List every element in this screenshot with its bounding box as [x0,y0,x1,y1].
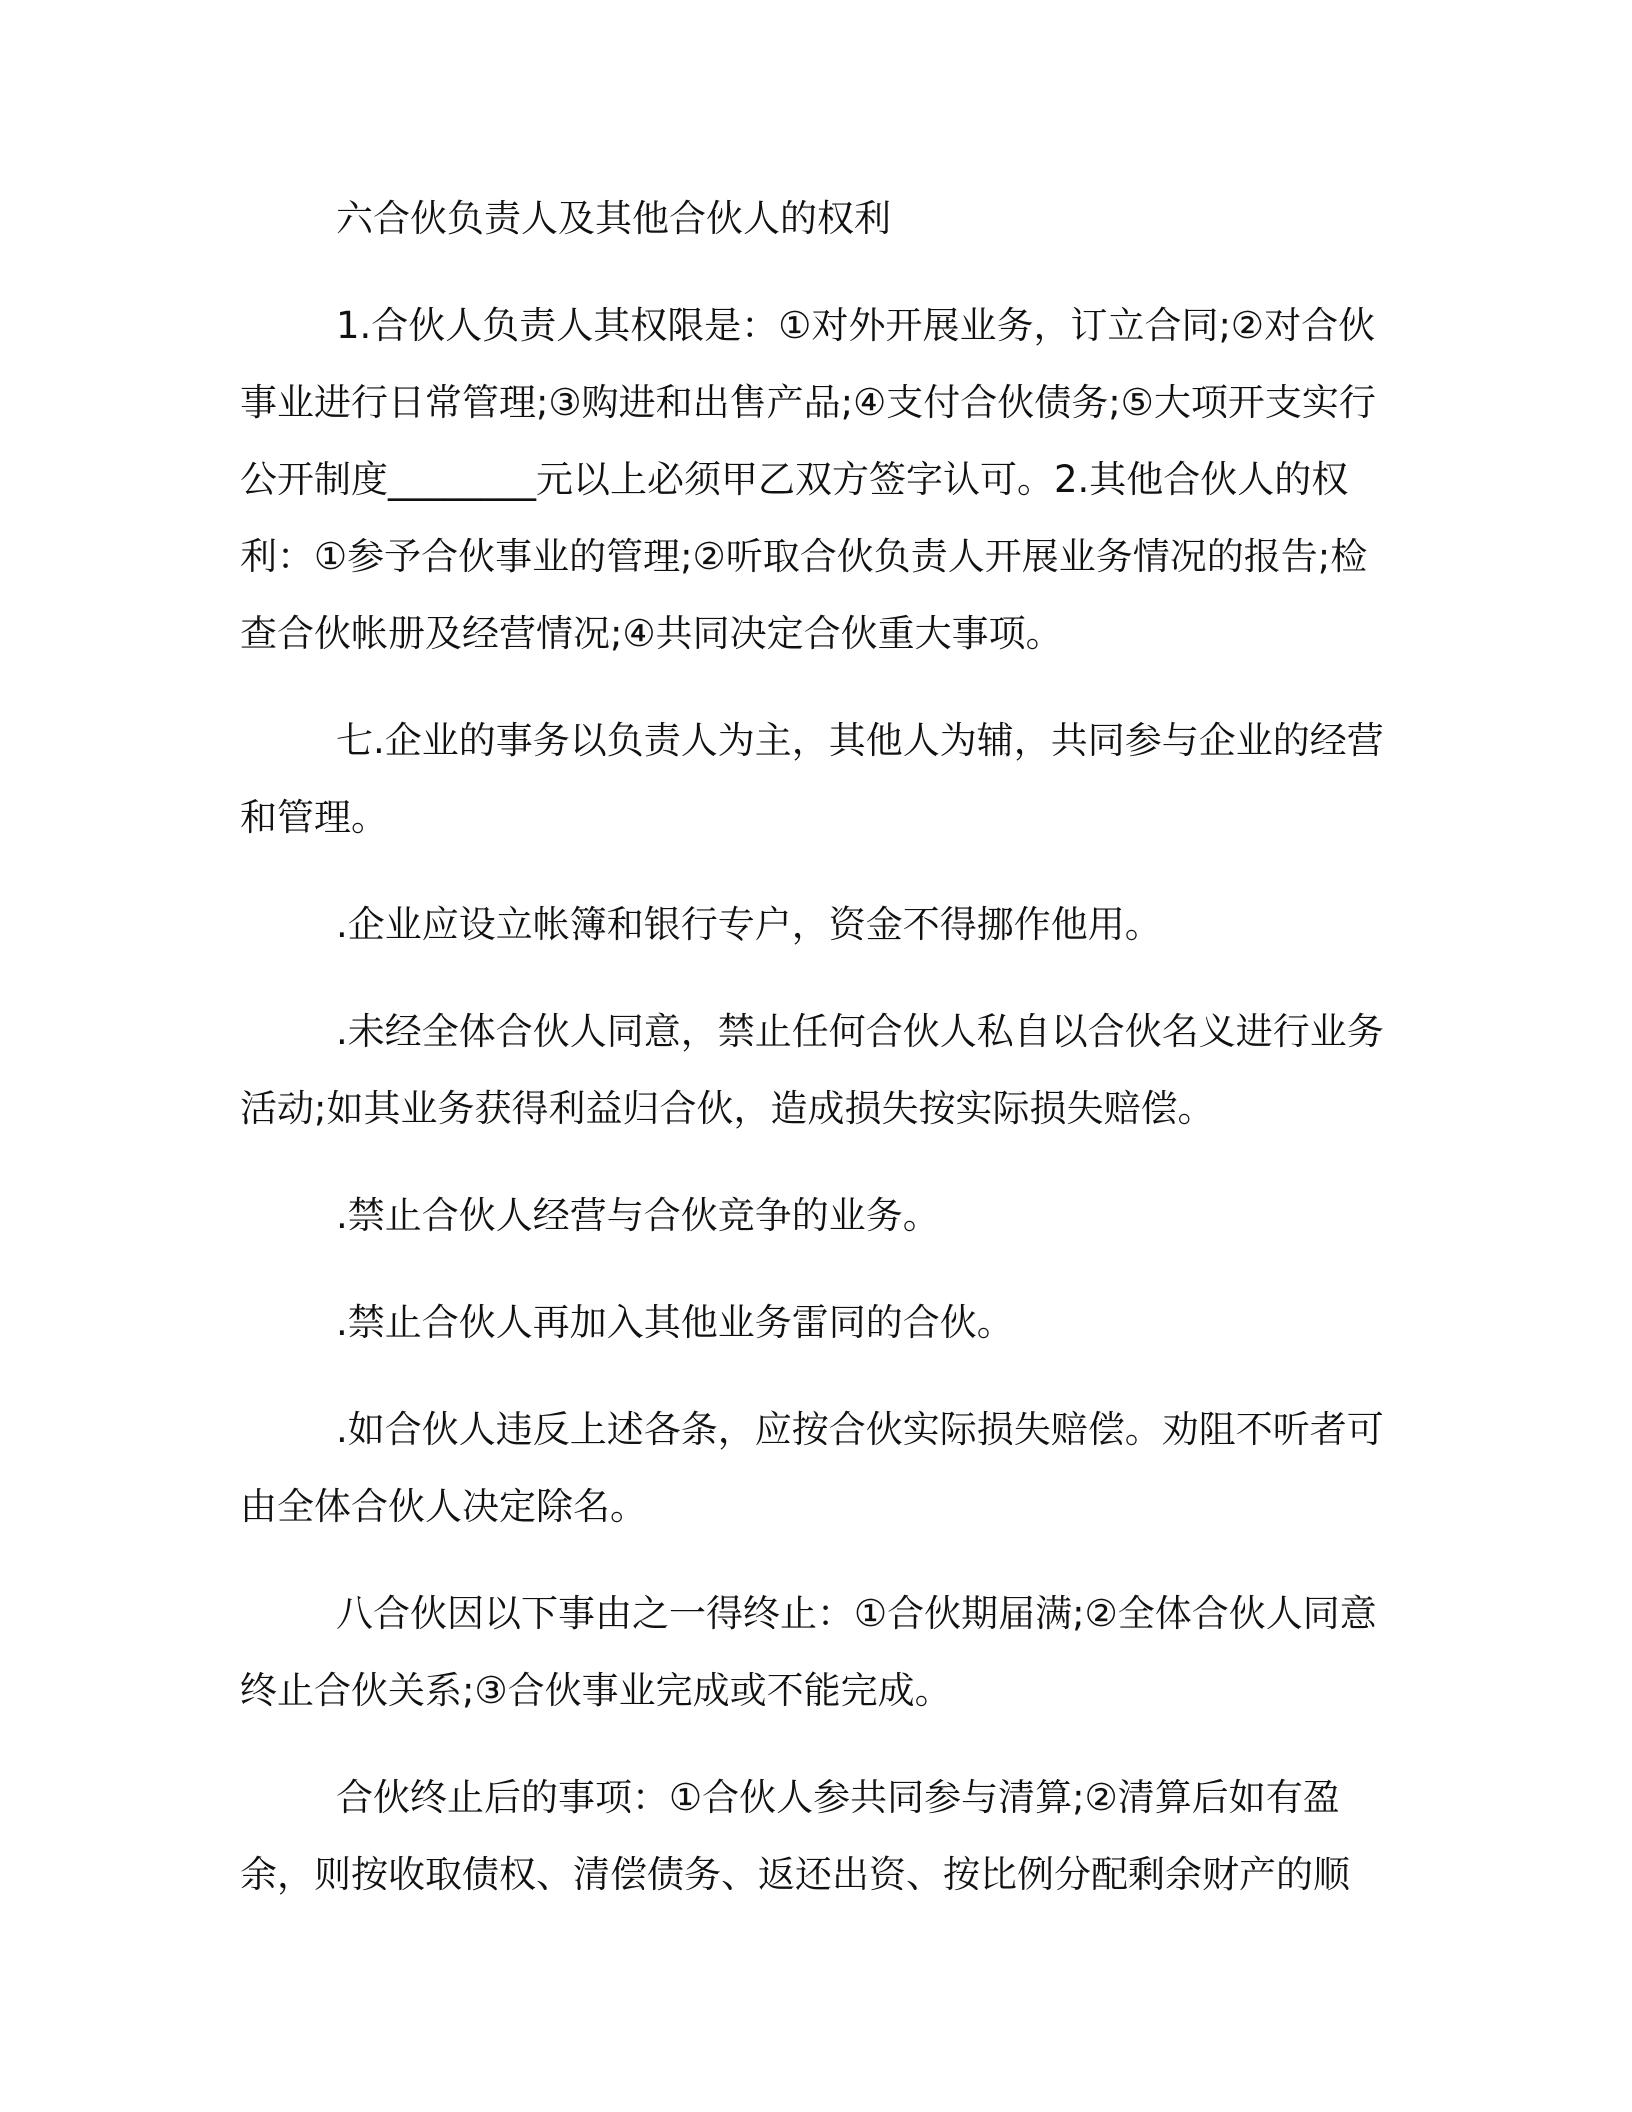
partner-rights-paragraph: 1.合伙人负责人其权限是：①对外开展业务，订立合同;②对合伙事业进行日常管理;③购进和出售产品;④支付合伙债务;⑤大项开支实行公开制度________元以上必须甲乙双方签字认可。2.其他合伙人的权利：①参予合伙事业的管理;②听取合伙负责人开展业务情况的报告;检查合伙帐册及经营情况;④共同决定合伙重大事项。 [240,304,1376,655]
unauthorized-business-paragraph: .未经全体合伙人同意，禁止任何合伙人私自以合伙名义进行业务活动;如其业务获得利益归合伙，造成损失按实际损失赔偿。 [240,1010,1384,1130]
section-eight-paragraph: 八合伙因以下事由之一得终止：①合伙期届满;②全体合伙人同意终止合伙关系;③合伙事业完成或不能完成。 [240,1592,1377,1712]
accounting-paragraph: .企业应设立帐簿和银行专户，资金不得挪作他用。 [336,903,1162,946]
section-seven-paragraph: 七.企业的事务以负责人为主，其他人为辅，共同参与企业的经营和管理。 [240,719,1384,839]
competition-paragraph: .禁止合伙人经营与合伙竞争的业务。 [336,1194,940,1237]
violation-paragraph: .如合伙人违反上述各条，应按合伙实际损失赔偿。劝阻不听者可由全体合伙人决定除名。 [240,1408,1384,1528]
section-six-heading: 六合伙负责人及其他合伙人的权利 [336,197,891,240]
termination-matters-paragraph: 合伙终止后的事项：①合伙人参共同参与清算;②清算后如有盈余，则按收取债权、清偿债务、返还出资、按比例分配剩余财产的顺 [240,1776,1350,1896]
document-body [240,180,1392,1943]
other-partnership-paragraph: .禁止合伙人再加入其他业务雷同的合伙。 [336,1301,1014,1344]
